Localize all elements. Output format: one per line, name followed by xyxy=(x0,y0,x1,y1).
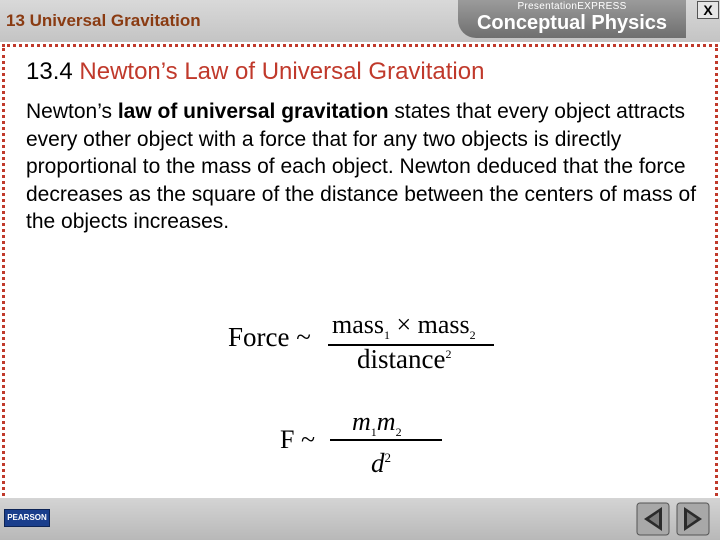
pearson-logo: PEARSON xyxy=(4,509,50,527)
body-paragraph xyxy=(26,98,706,236)
body-text-start: Newton’s xyxy=(26,100,118,123)
brand-banner xyxy=(458,0,686,38)
chapter-title: 13 Universal Gravitation xyxy=(6,11,201,30)
d-exponent: 2 xyxy=(384,450,391,465)
distance-symbol: distance xyxy=(357,344,446,374)
mass-subscript-2: 2 xyxy=(469,328,476,343)
section-number: 13.4 xyxy=(26,58,73,85)
d-symbol: d xyxy=(371,448,385,478)
mass-subscript-1: 1 xyxy=(384,328,390,343)
slide-footer xyxy=(0,498,720,540)
previous-slide-icon[interactable] xyxy=(636,502,670,536)
close-button[interactable]: X xyxy=(697,1,719,19)
f-formula-lhs: F ~ xyxy=(280,425,316,454)
dotted-border-right xyxy=(715,48,718,496)
force-formula-lhs: Force ~ xyxy=(228,322,311,352)
body-text-end: states that every object attracts every other object with a force that for any two objects is directly proportional to the mass of each object. Newton deduced that the force decreases as the square of the distance between the centers of mass of the objects increases. xyxy=(26,100,697,233)
brand-presentation-express: PresentationEXPRESS xyxy=(517,1,627,12)
f-formula-numerator xyxy=(352,407,402,440)
dotted-border-top xyxy=(2,44,718,47)
force-formula-denominator xyxy=(357,344,451,375)
times-symbol: × xyxy=(396,310,412,339)
f-fraction-bar xyxy=(330,439,442,441)
force-formula-numerator xyxy=(332,310,476,343)
m-symbol-2: m xyxy=(376,407,396,436)
section-title-text: Newton’s Law of Universal Gravitation xyxy=(79,58,485,85)
dotted-border-left xyxy=(2,48,5,496)
mass-symbol-1: mass xyxy=(332,310,384,339)
m-symbol-1: m xyxy=(352,407,371,436)
m-subscript-1: 1 xyxy=(370,425,377,440)
f-formula-denominator xyxy=(371,448,391,479)
mass-symbol-2: mass xyxy=(417,310,470,339)
distance-exponent: 2 xyxy=(445,347,452,361)
m-subscript-2: 2 xyxy=(395,425,402,440)
next-slide-icon[interactable] xyxy=(676,502,710,536)
brand-conceptual-physics: Conceptual Physics xyxy=(476,12,668,34)
slide-header xyxy=(0,0,720,42)
section-title xyxy=(26,58,484,86)
body-term: law of universal gravitation xyxy=(117,100,389,123)
